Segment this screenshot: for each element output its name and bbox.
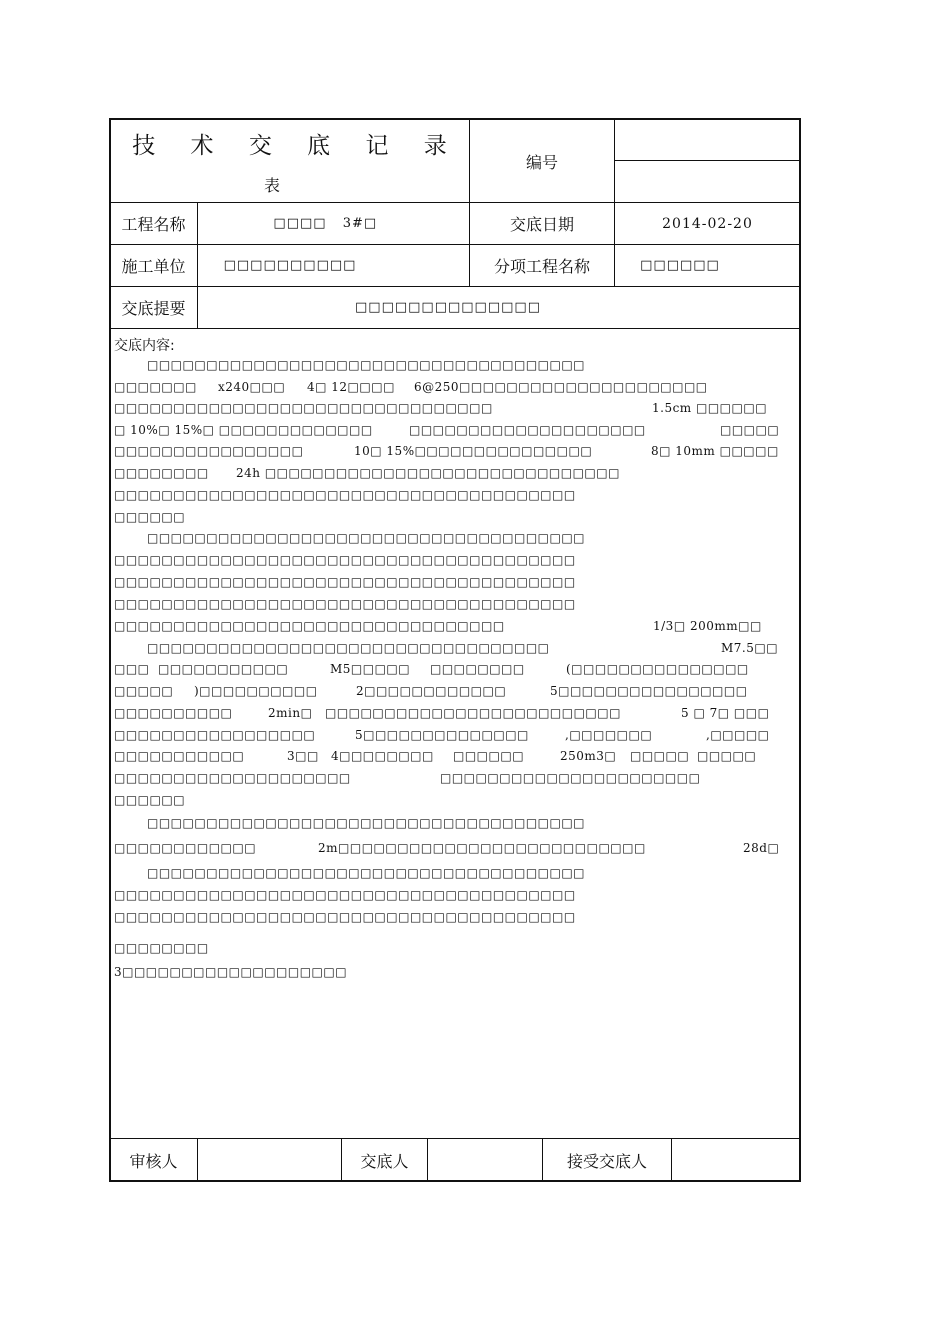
text-segment: 10□ 15%□□□□□□□□□□□□□□□ (354, 444, 593, 458)
text-segment: □□□□□□□□□□□□□□□□□□□□□□□□□□□□□□□□□□□□□ (147, 866, 586, 880)
text-segment: □□□□□□□□□□□□□□□□□□□□ (409, 423, 646, 437)
discloser-label: 交底人 (360, 1151, 409, 1171)
project-name-value-2: 3#□ (342, 216, 378, 231)
number-value-1[interactable] (615, 119, 800, 160)
text-segment: □□□□□ (630, 749, 690, 763)
text-segment: □□□□□ (114, 684, 174, 698)
text-segment: 4□□□□□□□□ (331, 749, 434, 763)
text-segment: ,□□□□□ (706, 728, 770, 742)
text-segment: 28d□ (743, 841, 780, 855)
text-segment: ,□□□□□□□ (565, 728, 653, 742)
text-segment: □ 10%□ 15%□ □□□□□□□□□□□□□ (114, 423, 373, 437)
project-name-value-1: □□□□ (273, 216, 327, 231)
text-segment: □□□□□□□□□□□ (158, 662, 289, 676)
discloser-field[interactable] (428, 1139, 542, 1181)
text-segment: □□□□□□□ (114, 380, 197, 394)
construction-unit-value: □□□□□□□□□□ (223, 258, 357, 273)
text-segment: □□□□□ (697, 749, 757, 763)
text-segment: )□□□□□□□□□□ (194, 684, 318, 698)
text-segment: □□□□□□□□□□□□□□□□ (114, 444, 304, 458)
date-label: 交底日期 (509, 215, 574, 234)
text-segment: □□□□□ (720, 423, 780, 437)
text-segment: □□□□□□□□□□□□□□□□□□□□□□□□□□□□□□□□□□□□□ (147, 358, 586, 372)
text-segment: □□□□□□□□□□□□ (114, 841, 257, 855)
reviewer-label: 审核人 (129, 1151, 178, 1171)
text-segment: □□□□□□ (114, 793, 186, 807)
text-segment: □□□□□□□□ (114, 941, 209, 955)
text-segment: M7.5□□ (721, 641, 779, 655)
reviewer-field[interactable] (198, 1139, 341, 1181)
text-segment: □□□□□□□□□□□□□□□□□□□□□□□□□□□□□□□□□□□□□□□ (114, 910, 576, 924)
project-name-label: 工程名称 (121, 215, 186, 234)
text-segment: □□□□□□□□□□□□□□□□□□□□□□□□□□□□□□□□□□□□□□□ (114, 888, 576, 902)
text-segment: □□□ (114, 662, 150, 676)
text-segment: 3□□□□□□□□□□□□□□□□□□□ (114, 965, 348, 979)
divider (110, 328, 800, 329)
text-segment: 24h □□□□□□□□□□□□□□□□□□□□□□□□□□□□□□ (236, 466, 620, 480)
text-segment: 6@250□□□□□□□□□□□□□□□□□□□□□ (414, 380, 708, 394)
text-segment: □□□□□□□□□□□□□□□□□□□□□□□□□□□□□□□□□□□□□ (147, 531, 586, 545)
text-segment: □□□□□□ (114, 510, 186, 524)
text-segment: 5 □ 7□ □□□ (681, 706, 770, 720)
text-segment: □□□□□□□□□□ (114, 706, 233, 720)
date-value: 2014-02-20 (662, 215, 753, 232)
text-segment: □□□□□□□□□□□□□□□□□□□□□□ (440, 771, 701, 785)
text-segment: (□□□□□□□□□□□□□□□ (566, 662, 749, 676)
subproject-label: 分项工程名称 (493, 257, 590, 276)
text-segment: □□□□□□□□□□□□□□□□□□□□□□□□□□□□□□□□□□□□□□□ (114, 597, 576, 611)
text-segment: □□□□□□□□□□□ (114, 749, 245, 763)
text-segment: 5□□□□□□□□□□□□□□ (355, 728, 529, 742)
text-segment: □□□□□□□□□□□□□□□□□□□□□□□□□□□□□□□□□□ (147, 641, 550, 655)
number-value-2[interactable] (615, 161, 800, 202)
text-segment: 8□ 10mm □□□□□ (651, 444, 779, 458)
text-segment: □□□□□□□□ (430, 662, 525, 676)
receiver-label: 接受交底人 (566, 1151, 647, 1171)
text-segment: □□□□□□□□□□□□□□□□□ (114, 728, 316, 742)
construction-unit-label: 施工单位 (121, 257, 186, 276)
text-segment: □□□□□□□□□□□□□□□□□□□□□□□□□□□□□□□□□□□□□□□ (114, 488, 576, 502)
text-segment: □□□□□□□□□□□□□□□□□□□□□□□□□□□□□□□□□□□□□ (147, 816, 586, 830)
subproject-value: □□□□□□ (640, 258, 720, 273)
text-segment: 1/3□ 200mm□□ (653, 619, 762, 633)
text-segment: 4□ 12□□□□ (307, 380, 395, 394)
text-segment: □□□□□□□□□□□□□□□□□□□□□□□□□□□□□□□□□□□□□□□ (114, 575, 576, 589)
text-segment: □□□□□□□□□□□□□□□□□□□□□□□□□□□□□□□□□□□□□□□ (114, 553, 576, 567)
content-heading: 交底内容: (114, 338, 175, 354)
text-segment: M5□□□□□ (330, 662, 411, 676)
text-segment: 1.5cm □□□□□□ (652, 401, 768, 415)
text-segment: □□□□□□□□□□□□□□□□□□□□ (114, 771, 351, 785)
text-segment: □□□□□□ (453, 749, 525, 763)
text-segment: 2m□□□□□□□□□□□□□□□□□□□□□□□□□□ (318, 841, 646, 855)
text-segment: □□□□□□□□ (114, 466, 209, 480)
text-segment: 2min□ (268, 706, 313, 720)
receiver-field[interactable] (672, 1139, 800, 1181)
text-segment: 2□□□□□□□□□□□□ (356, 684, 507, 698)
number-label: 编号 (525, 152, 558, 172)
text-segment: 3□□ (287, 749, 319, 763)
summary-value: □□□□□□□□□□□□□□ (355, 300, 541, 315)
summary-label: 交底提要 (121, 299, 186, 318)
text-segment: □□□□□□□□□□□□□□□□□□□□□□□□□□□□□□□□□ (114, 619, 505, 633)
text-segment: □□□□□□□□□□□□□□□□□□□□□□□□□□□□□□□□ (114, 401, 493, 415)
text-segment: □□□□□□□□□□□□□□□□□□□□□□□□□ (325, 706, 621, 720)
document-title: 技 术 交 底 记 录 (132, 132, 461, 159)
text-segment: 250m3□ (560, 749, 617, 763)
document-title-suffix: 表 (263, 175, 280, 195)
text-segment: x240□□□ (218, 380, 286, 394)
text-segment: 5□□□□□□□□□□□□□□□□ (550, 684, 748, 698)
